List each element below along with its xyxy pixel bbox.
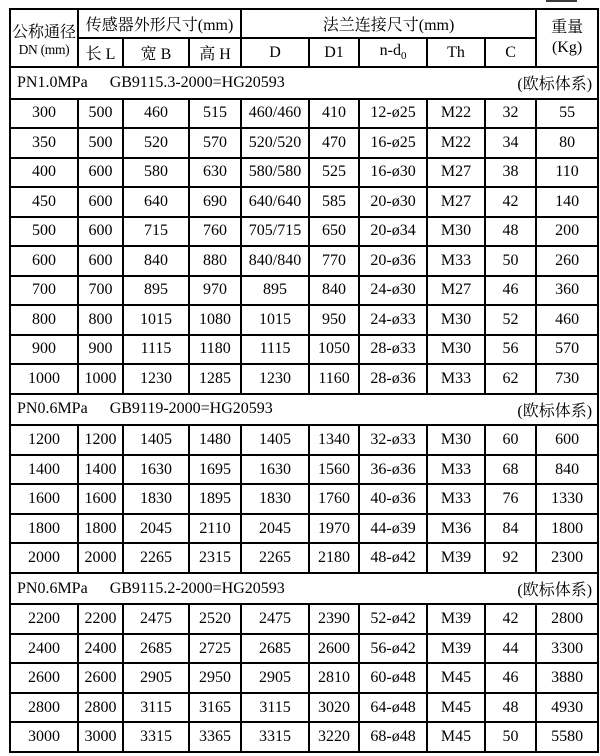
flange-spec-table	[9, 8, 599, 753]
header-c: C	[485, 38, 536, 67]
table-cell: 36-ø36	[359, 455, 427, 485]
table-cell: M27	[427, 187, 485, 217]
section-note-label: (欧标体系)	[517, 582, 593, 600]
header-flange-group: 法兰连接尺寸(mm)	[241, 9, 536, 38]
table-cell: 3315	[241, 722, 309, 752]
table-cell: 730	[536, 364, 598, 394]
data-row	[10, 425, 598, 455]
table-cell: 2810	[309, 663, 359, 693]
data-row	[10, 187, 598, 217]
table-cell: 700	[10, 276, 78, 306]
table-cell: 460	[536, 305, 598, 335]
table-cell: 3300	[536, 634, 598, 664]
table-cell: 12-ø25	[359, 99, 427, 129]
header-dn	[10, 9, 78, 67]
section-content	[11, 71, 597, 94]
table-cell: 55	[536, 99, 598, 129]
table-cell: 690	[189, 187, 241, 217]
table-cell: 360	[536, 276, 598, 306]
table-cell: 20-ø34	[359, 217, 427, 247]
table-cell: 970	[189, 276, 241, 306]
table-cell: 1405	[241, 425, 309, 455]
table-cell: 110	[536, 158, 598, 188]
data-row	[10, 634, 598, 664]
table-cell: 1200	[78, 425, 123, 455]
table-cell: 16-ø30	[359, 158, 427, 188]
data-row	[10, 276, 598, 306]
table-cell: 585	[309, 187, 359, 217]
table-cell: 470	[309, 128, 359, 158]
table-cell: 3220	[309, 722, 359, 752]
section-note-label: (欧标体系)	[517, 76, 593, 94]
table-cell: 1115	[123, 335, 189, 365]
table-cell: 500	[78, 128, 123, 158]
table-cell: 600	[78, 187, 123, 217]
table-cell: 840	[536, 455, 598, 485]
table-cell: 84	[485, 514, 536, 544]
table-cell: 640/640	[241, 187, 309, 217]
table-cell: 48-ø42	[359, 543, 427, 573]
table-cell: 500	[10, 217, 78, 247]
table-cell: 44-ø39	[359, 514, 427, 544]
table-cell: M30	[427, 425, 485, 455]
table-cell: 1405	[123, 425, 189, 455]
table-cell: 1630	[241, 455, 309, 485]
table-cell: 140	[536, 187, 598, 217]
table-cell: 60-ø48	[359, 663, 427, 693]
table-cell: 770	[309, 246, 359, 276]
table-cell: M45	[427, 663, 485, 693]
table-cell: 2110	[189, 514, 241, 544]
table-cell: 1480	[189, 425, 241, 455]
table-cell: 450	[10, 187, 78, 217]
table-cell: 2265	[241, 543, 309, 573]
table-cell: 3115	[241, 693, 309, 723]
data-row	[10, 663, 598, 693]
table-cell: 840	[309, 276, 359, 306]
section-pressure-label: PN0.6MPa	[17, 400, 88, 418]
data-row	[10, 693, 598, 723]
table-cell: 1600	[78, 484, 123, 514]
header-th: Th	[427, 38, 485, 67]
table-cell: M45	[427, 693, 485, 723]
table-cell: 2905	[123, 663, 189, 693]
header-length: 长 L	[78, 38, 123, 67]
table-cell: 900	[10, 335, 78, 365]
table-cell: 600	[78, 246, 123, 276]
table-cell: M30	[427, 305, 485, 335]
header-n-d0	[359, 38, 427, 67]
section-cell	[10, 394, 598, 426]
table-cell: 32	[485, 99, 536, 129]
table-cell: M30	[427, 217, 485, 247]
table-cell: M22	[427, 128, 485, 158]
table-cell: 350	[10, 128, 78, 158]
table-cell: 2000	[10, 543, 78, 573]
table-cell: 64-ø48	[359, 693, 427, 723]
table-cell: 32-ø33	[359, 425, 427, 455]
table-cell: 2475	[123, 604, 189, 634]
table-cell: 3315	[123, 722, 189, 752]
table-cell: 260	[536, 246, 598, 276]
table-cell: 570	[189, 128, 241, 158]
table-header	[10, 9, 598, 67]
table-cell: 2265	[123, 543, 189, 573]
table-cell: 2520	[189, 604, 241, 634]
table-cell: 2600	[309, 634, 359, 664]
table-cell: 4930	[536, 693, 598, 723]
table-cell: M36	[427, 514, 485, 544]
table-cell: 2000	[78, 543, 123, 573]
table-cell: 700	[78, 276, 123, 306]
data-row	[10, 158, 598, 188]
table-cell: 3365	[189, 722, 241, 752]
table-cell: 2045	[123, 514, 189, 544]
table-cell: 2950	[189, 663, 241, 693]
table-cell: 1015	[241, 305, 309, 335]
table-cell: 3880	[536, 663, 598, 693]
table-cell: 44	[485, 634, 536, 664]
table-cell: 28-ø33	[359, 335, 427, 365]
table-cell: 1630	[123, 455, 189, 485]
data-row	[10, 99, 598, 129]
table-cell: 525	[309, 158, 359, 188]
table-cell: 705/715	[241, 217, 309, 247]
table-cell: 46	[485, 276, 536, 306]
header-row-subcolumns	[10, 38, 598, 67]
table-cell: 2800	[10, 693, 78, 723]
table-cell: 400	[10, 158, 78, 188]
table-cell: 50	[485, 246, 536, 276]
table-cell: 600	[10, 246, 78, 276]
table-cell: 2800	[536, 604, 598, 634]
data-row	[10, 305, 598, 335]
table-cell: 1560	[309, 455, 359, 485]
header-d1: D1	[309, 38, 359, 67]
table-cell: 52-ø42	[359, 604, 427, 634]
data-row	[10, 484, 598, 514]
table-cell: 2905	[241, 663, 309, 693]
table-cell: 3000	[78, 722, 123, 752]
table-cell: 42	[485, 187, 536, 217]
table-cell: 570	[536, 335, 598, 365]
table-cell: 20-ø30	[359, 187, 427, 217]
table-body	[10, 67, 598, 752]
table-cell: 2685	[123, 634, 189, 664]
header-dn-unit: DN (mm)	[18, 41, 70, 57]
data-row	[10, 335, 598, 365]
section-content	[11, 398, 597, 421]
page-edge-artifact	[546, 0, 577, 2]
section-content	[11, 577, 597, 600]
table-cell: 1330	[536, 484, 598, 514]
table-cell: 2315	[189, 543, 241, 573]
table-cell: 895	[123, 276, 189, 306]
table-cell: 650	[309, 217, 359, 247]
table-cell: 2475	[241, 604, 309, 634]
table-cell: 1800	[536, 514, 598, 544]
data-row	[10, 364, 598, 394]
table-cell: 1080	[189, 305, 241, 335]
table-cell: 1000	[78, 364, 123, 394]
table-cell: 2400	[78, 634, 123, 664]
table-cell: 24-ø30	[359, 276, 427, 306]
table-cell: 1830	[123, 484, 189, 514]
table-cell: 300	[10, 99, 78, 129]
table-cell: 48	[485, 217, 536, 247]
table-cell: 24-ø33	[359, 305, 427, 335]
table-cell: 2390	[309, 604, 359, 634]
table-cell: 880	[189, 246, 241, 276]
table-cell: 2800	[78, 693, 123, 723]
data-row	[10, 246, 598, 276]
table-cell: 56	[485, 335, 536, 365]
table-cell: 520/520	[241, 128, 309, 158]
table-cell: 1340	[309, 425, 359, 455]
table-cell: 3115	[123, 693, 189, 723]
header-weight-unit: (Kg)	[551, 39, 583, 56]
table-cell: 1895	[189, 484, 241, 514]
table-cell: 600	[78, 217, 123, 247]
table-cell: 1400	[78, 455, 123, 485]
header-n-d0-base: n-d	[379, 42, 401, 60]
data-row	[10, 722, 598, 752]
table-cell: 52	[485, 305, 536, 335]
table-cell: 1800	[10, 514, 78, 544]
table-cell: 1970	[309, 514, 359, 544]
table-cell: 1285	[189, 364, 241, 394]
table-cell: 2600	[78, 663, 123, 693]
table-cell: M33	[427, 364, 485, 394]
table-cell: 2045	[241, 514, 309, 544]
table-cell: 80	[536, 128, 598, 158]
table-cell: M33	[427, 455, 485, 485]
table-cell: 16-ø25	[359, 128, 427, 158]
section-pressure-label: PN1.0MPa	[17, 73, 88, 91]
header-weight-title: 重量	[551, 19, 584, 36]
table-cell: M39	[427, 543, 485, 573]
table-cell: 1160	[309, 364, 359, 394]
header-row-groups	[10, 9, 598, 38]
table-cell: 62	[485, 364, 536, 394]
table-cell: 1115	[241, 335, 309, 365]
table-cell: M45	[427, 722, 485, 752]
table-cell: M27	[427, 276, 485, 306]
data-row	[10, 604, 598, 634]
table-cell: 410	[309, 99, 359, 129]
table-cell: M33	[427, 484, 485, 514]
table-cell: 3000	[10, 722, 78, 752]
table-cell: 1760	[309, 484, 359, 514]
table-cell: 600	[536, 425, 598, 455]
table-cell: 840/840	[241, 246, 309, 276]
table-cell: 200	[536, 217, 598, 247]
table-cell: 1800	[78, 514, 123, 544]
table-cell: M39	[427, 604, 485, 634]
table-cell: 1000	[10, 364, 78, 394]
table-cell: 1050	[309, 335, 359, 365]
table-cell: 460/460	[241, 99, 309, 129]
table-cell: 92	[485, 543, 536, 573]
section-standard-label: GB9115.3-2000=HG20593	[109, 73, 285, 91]
table-cell: 760	[189, 217, 241, 247]
table-cell: 1600	[10, 484, 78, 514]
data-row	[10, 217, 598, 247]
table-cell: 715	[123, 217, 189, 247]
table-cell: 1695	[189, 455, 241, 485]
table-cell: 580	[123, 158, 189, 188]
table-cell: 2200	[78, 604, 123, 634]
table-cell: 1200	[10, 425, 78, 455]
table-cell: 34	[485, 128, 536, 158]
table-cell: M27	[427, 158, 485, 188]
table-cell: 46	[485, 663, 536, 693]
header-sensor-group: 传感器外形尺寸(mm)	[78, 9, 241, 38]
data-row	[10, 543, 598, 573]
data-row	[10, 514, 598, 544]
table-cell: 42	[485, 604, 536, 634]
table-cell: 950	[309, 305, 359, 335]
table-cell: 520	[123, 128, 189, 158]
table-cell: 1180	[189, 335, 241, 365]
table-cell: 640	[123, 187, 189, 217]
table-cell: 5580	[536, 722, 598, 752]
table-cell: 2400	[10, 634, 78, 664]
table-cell: 2180	[309, 543, 359, 573]
table-cell: 630	[189, 158, 241, 188]
table-cell: 48	[485, 693, 536, 723]
table-cell: 1230	[123, 364, 189, 394]
table-cell: 20-ø36	[359, 246, 427, 276]
section-row	[10, 573, 598, 605]
table-cell: 3020	[309, 693, 359, 723]
table-cell: 460	[123, 99, 189, 129]
table-cell: 1400	[10, 455, 78, 485]
section-pressure-label: PN0.6MPa	[17, 579, 88, 597]
section-row	[10, 67, 598, 99]
section-cell	[10, 67, 598, 99]
table-cell: 840	[123, 246, 189, 276]
table-cell: 40-ø36	[359, 484, 427, 514]
header-height: 高 H	[189, 38, 241, 67]
table-cell: 50	[485, 722, 536, 752]
table-cell: 68-ø48	[359, 722, 427, 752]
table-cell: 56-ø42	[359, 634, 427, 664]
table-cell: 900	[78, 335, 123, 365]
table-cell: 2685	[241, 634, 309, 664]
header-width: 宽 B	[123, 38, 189, 67]
header-weight	[536, 9, 598, 67]
table-cell: 38	[485, 158, 536, 188]
table-cell: 2300	[536, 543, 598, 573]
table-cell: 800	[10, 305, 78, 335]
table-cell: 28-ø36	[359, 364, 427, 394]
table-cell: M30	[427, 335, 485, 365]
section-standard-label: GB9119-2000=HG20593	[109, 400, 273, 418]
header-n-d0-sub: 0	[400, 50, 407, 63]
section-note-label: (欧标体系)	[517, 402, 593, 420]
section-standard-label: GB9115.2-2000=HG20593	[109, 579, 285, 597]
table-cell: 800	[78, 305, 123, 335]
table-cell: 3165	[189, 693, 241, 723]
header-d: D	[241, 38, 309, 67]
table-cell: M39	[427, 634, 485, 664]
table-cell: 580/580	[241, 158, 309, 188]
data-row	[10, 128, 598, 158]
table-cell: 60	[485, 425, 536, 455]
table-cell: 1230	[241, 364, 309, 394]
table-cell: 2200	[10, 604, 78, 634]
table-cell: 68	[485, 455, 536, 485]
table-cell: M22	[427, 99, 485, 129]
table-cell: 600	[78, 158, 123, 188]
table-cell: 76	[485, 484, 536, 514]
section-cell	[10, 573, 598, 605]
section-row	[10, 394, 598, 426]
table-cell: 2600	[10, 663, 78, 693]
data-row	[10, 455, 598, 485]
table-cell: 500	[78, 99, 123, 129]
header-dn-title: 公称通径	[11, 23, 76, 41]
table-cell: M33	[427, 246, 485, 276]
table-cell: 1830	[241, 484, 309, 514]
table-cell: 515	[189, 99, 241, 129]
table-cell: 1015	[123, 305, 189, 335]
table-cell: 2725	[189, 634, 241, 664]
table-cell: 895	[241, 276, 309, 306]
